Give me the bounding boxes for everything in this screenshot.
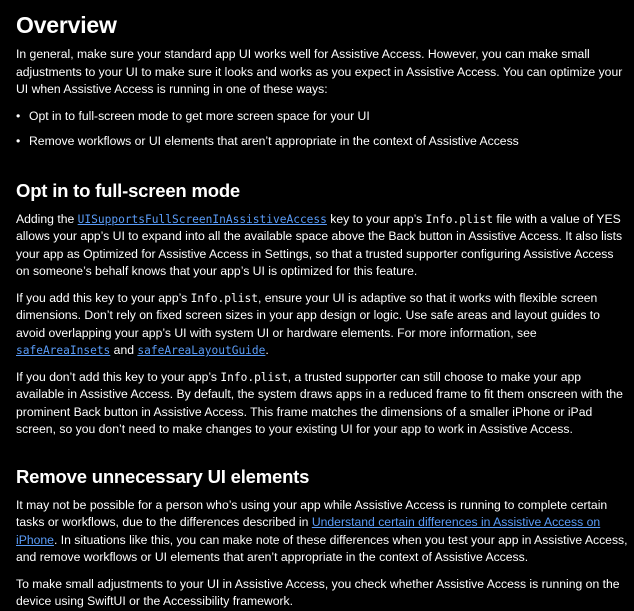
remove-paragraph-2: To make small adjustments to your UI in Assistive Access, you check whether Assistive Access is running on the device using SwiftUI or the Accessibility framework.	[16, 576, 620, 608]
list-item	[16, 108, 630, 126]
text-run: .	[265, 343, 269, 357]
bullet-icon: •	[16, 108, 21, 123]
list-item-text: Remove workflows or UI elements that aren’t appropriate in the context of Assistive Access	[29, 134, 519, 148]
text-run: It may not be possible for a person who’s using your app while Assistive Access is running to complete certain tasks or workflows, due to the differences described in	[16, 497, 608, 529]
remove-paragraph-1	[16, 497, 630, 567]
overview-bullet-list	[16, 108, 630, 151]
info-plist-code: Info.plist	[425, 212, 493, 226]
text-run: and	[110, 343, 138, 357]
text-run: If you add this key to your app’s	[16, 290, 191, 305]
overview-intro: In general, make sure your standard app UI works well for Assistive Access. However, you can make small adjustments to your UI to make sure it looks and works as you expect in Assistive Access. You can optimize your UI when Assistive Access is running in one of these ways:	[16, 47, 623, 96]
info-plist-code: Info.plist	[220, 370, 288, 384]
text-run: If you don’t add this key to your app’s	[16, 369, 221, 384]
overview-heading: Overview	[16, 12, 117, 38]
list-item-text: Opt in to full-screen mode to get more screen space for your UI	[29, 108, 370, 123]
text-run: Adding the	[16, 211, 78, 226]
fullscreen-heading: Opt in to full-screen mode	[16, 179, 241, 201]
understand-differences-link[interactable]: Understand certain differences in Assistive Access on iPhone	[16, 515, 601, 547]
article	[16, 0, 630, 611]
list-item	[16, 133, 630, 151]
bullet-icon: •	[16, 134, 21, 148]
fullscreen-paragraph-1	[16, 211, 630, 281]
fullscreen-paragraph-2	[16, 290, 630, 360]
text-run: , ensure your UI is adaptive so that it works with flexible screen dimensions. Don’t rely on fixed screen sizes in your app design or logic. Use safe areas and layout guides to avoid overlapping your app’s UI with system UI or hardware elements. For more information, see	[16, 290, 600, 340]
safe-area-insets-link[interactable]: safeAreaInsets	[16, 344, 111, 357]
text-run: key to your app’s	[326, 211, 426, 226]
uisupportsfullscreen-link[interactable]: UISupportsFullScreenInAssistiveAccess	[77, 212, 327, 226]
safe-area-layout-guide-link[interactable]: safeAreaLayoutGuide	[137, 344, 266, 357]
text-run: , a trusted supporter can still choose to make your app available in Assistive Access. By default, the system draws apps in a reduced frame to fit them onscreen with the prominent Back button in Assistive Access. This frame matches the dimensions of a smaller iPhone or iPad screen, so you don’t need to make changes to your existing UI for your app to work in Assistive Access.	[16, 369, 623, 436]
remove-heading: Remove unnecessary UI elements	[16, 465, 310, 487]
text-run: file with a value of YES allows your app’s UI to expand into all the available space above the Back button in Assistive Access. It also lists your app as Optimized for Assistive Access in Settings, so that a trusted supporter configuring Assistive Access on someone’s behalf knows that your app’s UI is optimized for this feature.	[16, 211, 623, 278]
fullscreen-paragraph-3	[16, 369, 630, 439]
info-plist-code: Info.plist	[190, 291, 258, 305]
text-run: . In situations like this, you can make note of these differences when you test your app in Assistive Access, and remove workflows or UI elements that aren’t appropriate in the context of Assistive Access.	[16, 532, 628, 564]
